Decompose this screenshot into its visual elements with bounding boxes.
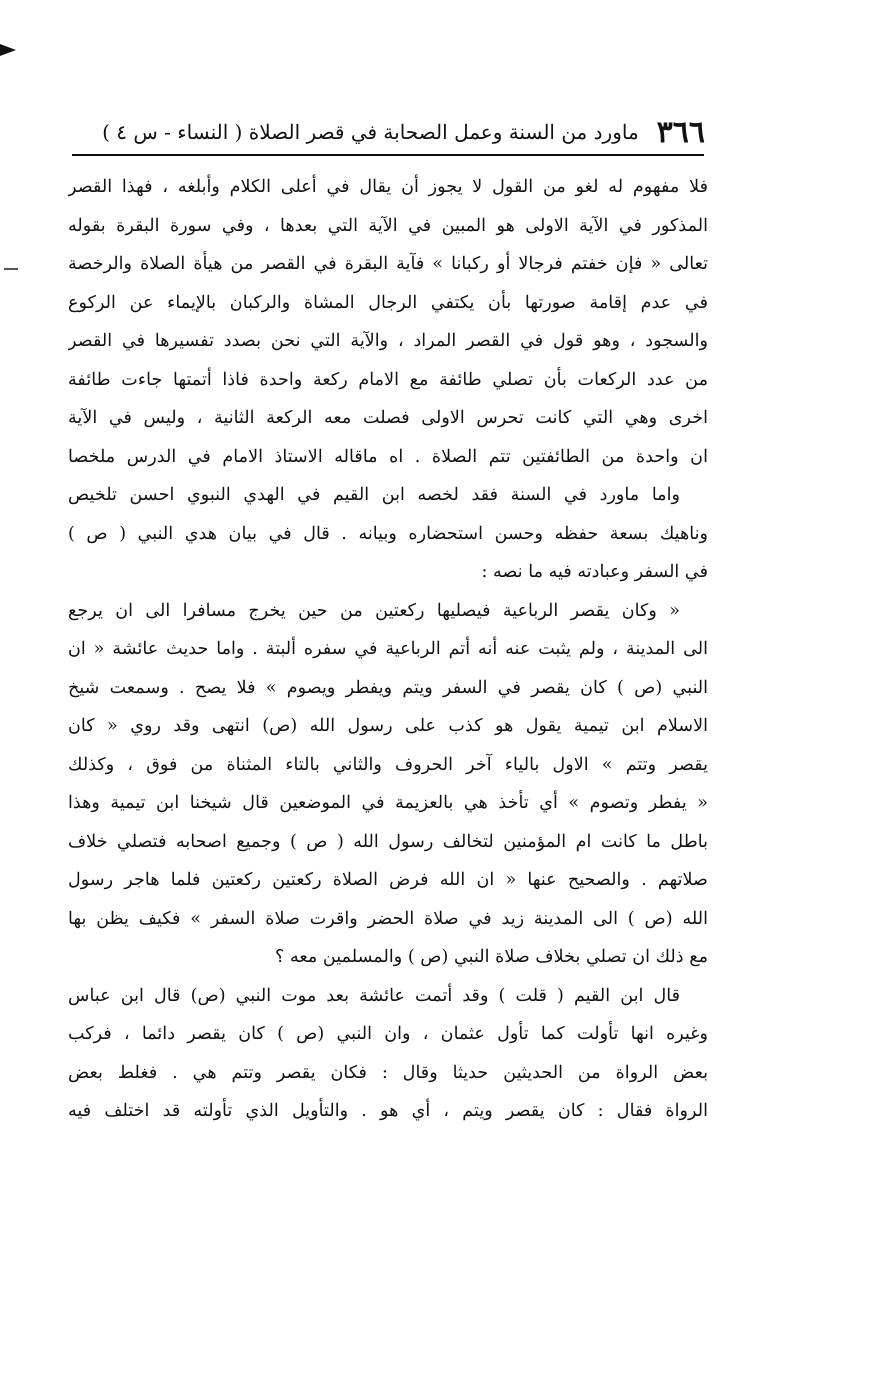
margin-dash-mark <box>4 268 18 270</box>
body-text <box>68 168 708 1131</box>
text-line: الاسلام ابن تيمية يقول هو كذب على رسول الله (ص) انتهى وقد روي « كان <box>68 716 708 736</box>
text-line: واما ماورد في السنة فقد لخصه ابن القيم في الهدي النبوي احسن تلخيص <box>68 485 680 505</box>
text-line: في عدم إقامة صورتها بأن يكتفي الرجال المشاة والركبان بالإيماء عن الركوع <box>68 292 708 313</box>
header-rule <box>72 154 704 156</box>
text-line: بعض الرواة من الحديثين حديثا وقال : فكان يقصر وتتم هي . فغلط بعض <box>68 1062 708 1083</box>
margin-arrow-mark <box>0 44 16 56</box>
running-title: ماورد من السنة وعمل الصحابة في قصر الصلاة ( النساء - س ٤ ) <box>102 120 639 144</box>
text-line: باطل ما كانت ام المؤمنين لتخالف رسول الله ( ص ) وجميع اصحابه فتصلي خلاف <box>68 831 708 852</box>
text-line: المذكور في الآية الاولى هو المبين في الآية التي بعدها ، وفي سورة البقرة بقوله <box>68 215 708 236</box>
text-line: وناهيك بسعة حفظه وحسن استحضاره وبيانه . قال في بيان هدي النبي ( ص ) <box>68 523 708 544</box>
text-line: قال ابن القيم ( قلت ) وقد أتمت عائشة بعد موت النبي (ص) قال ابن عباس <box>68 985 680 1006</box>
text-line: صلاتهم . والصحيح عنها « ان الله فرض الصلاة ركعتين ركعتين فلما هاجر رسول <box>68 870 708 890</box>
text-line: الى المدينة ، ولم يثبت عنه أنه أتم الرباعية في سفره ألبتة . واما حديث عائشة « ان <box>68 639 708 659</box>
text-line: « وكان يقصر الرباعية فيصليها ركعتين من حين يخرج مسافرا الى ان يرجع <box>68 600 680 621</box>
text-line: الرواة فقال : كان يقصر ويتم ، أي هو . والتأويل الذي تأولته قد اختلف فيه <box>68 1101 708 1121</box>
text-line: في السفر وعبادته فيه ما نصه : <box>481 562 708 582</box>
text-line: يقصر وتتم » الاول بالياء آخر الحروف والثاني بالتاء المثناة من فوق ، وكذلك <box>68 754 708 775</box>
text-line: من عدد الركعات بأن تصلي طائفة مع الامام ركعة واحدة فاذا أتمتها جاءت طائفة <box>68 369 708 390</box>
text-line: مع ذلك ان تصلي بخلاف صلاة النبي (ص ) والمسلمين معه ؟ <box>275 947 708 967</box>
text-line: فلا مفهوم له لغو من القول لا يجوز أن يقال في أعلى الكلام وأبلغه ، فهذا القصر <box>68 177 708 197</box>
text-line: اخرى وهي التي كانت تحرس الاولى فصلت معه الركعة الثانية ، وليس في الآية <box>68 408 708 428</box>
text-line: وغيره انها تأولت كما تأول عثمان ، وان النبي (ص ) كان يقصر دائما ، فركب <box>68 1024 708 1044</box>
text-line: ان واحدة من الطائفتين تتم الصلاة . اه ماقاله الاستاذ الامام في الدرس ملخصا <box>68 446 708 467</box>
text-line: الله (ص ) الى المدينة زيد في صلاة الحضر واقرت صلاة السفر » فكيف يظن بها <box>68 908 708 929</box>
page-number: ٣٦٦ <box>656 114 705 150</box>
text-line: والسجود ، وهو قول في القصر المراد ، والآية التي نحن بصدد تفسيرها في القصر <box>68 331 708 351</box>
text-line: « يفطر وتصوم » أي تأخذ هي بالعزيمة في الموضعين قال شيخنا ابن تيمية وهذا <box>68 793 708 813</box>
page-header <box>95 110 705 154</box>
text-line: النبي (ص ) كان يقصر في السفر ويتم ويفطر ويصوم » فلا يصح . وسمعت شيخ <box>68 677 708 698</box>
text-line: تعالى « فإن خفتم فرجالا أو ركبانا » فآية البقرة في القصر من هيأة الصلاة والرخصة <box>68 254 708 274</box>
